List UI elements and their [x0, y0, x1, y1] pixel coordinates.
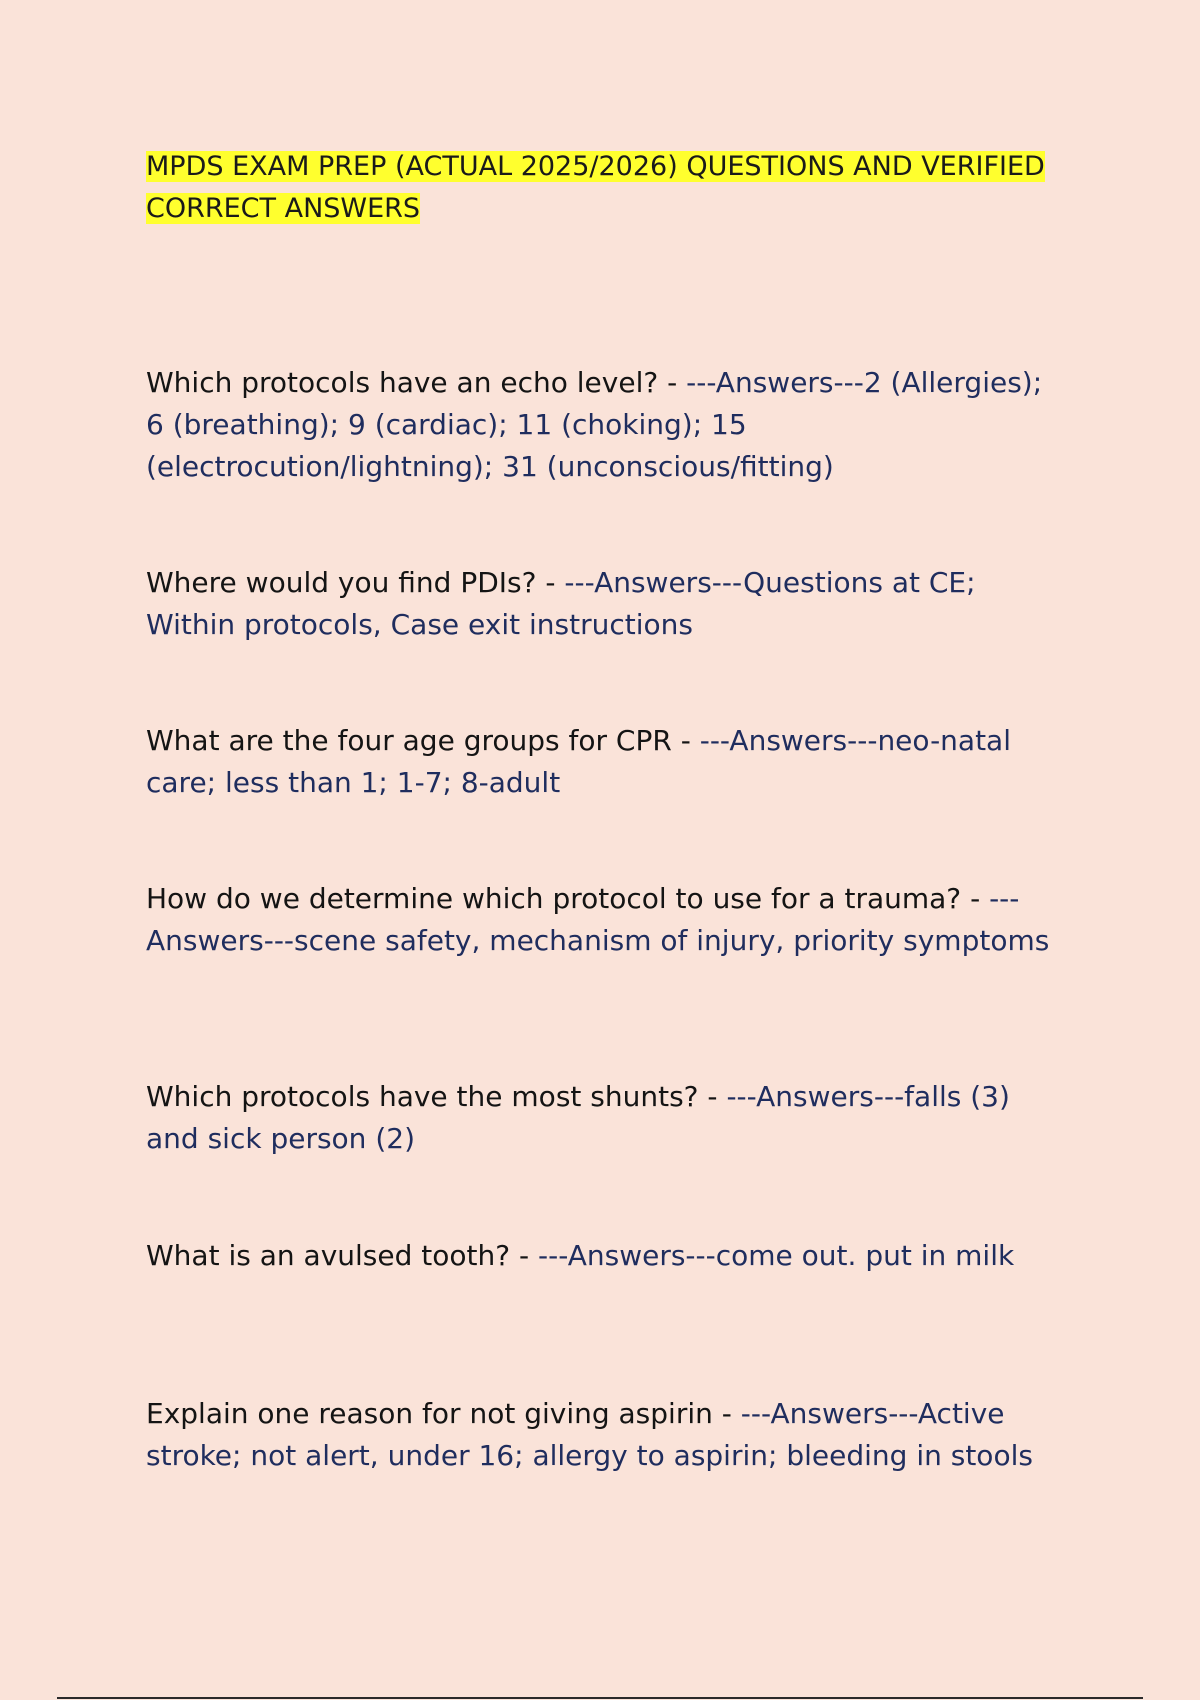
qa-item: [146, 362, 1066, 488]
question-text: Explain one reason for not giving aspirin -: [146, 1397, 741, 1430]
question-text: Which protocols have an echo level? -: [146, 366, 687, 399]
qa-item: [146, 878, 1066, 962]
question-text: What are the four age groups for CPR -: [146, 724, 700, 757]
answer-text: ---Answers---Active stroke; not alert, under 16; allergy to aspirin; bleeding in stools: [146, 1397, 1033, 1472]
qa-item: [146, 1393, 1066, 1477]
answer-text: ---Answers---Questions at CE; Within protocols, Case exit instructions: [146, 566, 976, 641]
answer-text: ---Answers---falls (3) and sick person (2): [146, 1080, 1010, 1155]
page-bottom-divider: [57, 1697, 1143, 1699]
document-title-text: MPDS EXAM PREP (ACTUAL 2025/2026) QUESTIONS AND VERIFIED CORRECT ANSWERS: [146, 151, 1045, 224]
answer-text: ---Answers---neo-natal care; less than 1; 1-7; 8-adult: [146, 724, 1011, 799]
question-text: Where would you find PDIs? -: [146, 566, 565, 599]
question-text: How do we determine which protocol to use for a trauma? -: [146, 882, 990, 915]
qa-item: [146, 1076, 1066, 1160]
qa-item: [146, 1235, 1066, 1277]
question-text: Which protocols have the most shunts? -: [146, 1080, 727, 1113]
answer-text: ---Answers---2 (Allergies); 6 (breathing); 9 (cardiac); 11 (choking); 15 (electrocution/lightning); 31 (unconscious/fitting): [146, 366, 1043, 483]
answer-text: ---Answers---scene safety, mechanism of injury, priority symptoms: [146, 882, 1050, 957]
qa-item: [146, 720, 1066, 804]
question-text: What is an avulsed tooth? -: [146, 1239, 539, 1272]
document-title: [146, 146, 1046, 230]
qa-item: [146, 562, 1066, 646]
answer-text: ---Answers---come out. put in milk: [538, 1239, 1015, 1272]
